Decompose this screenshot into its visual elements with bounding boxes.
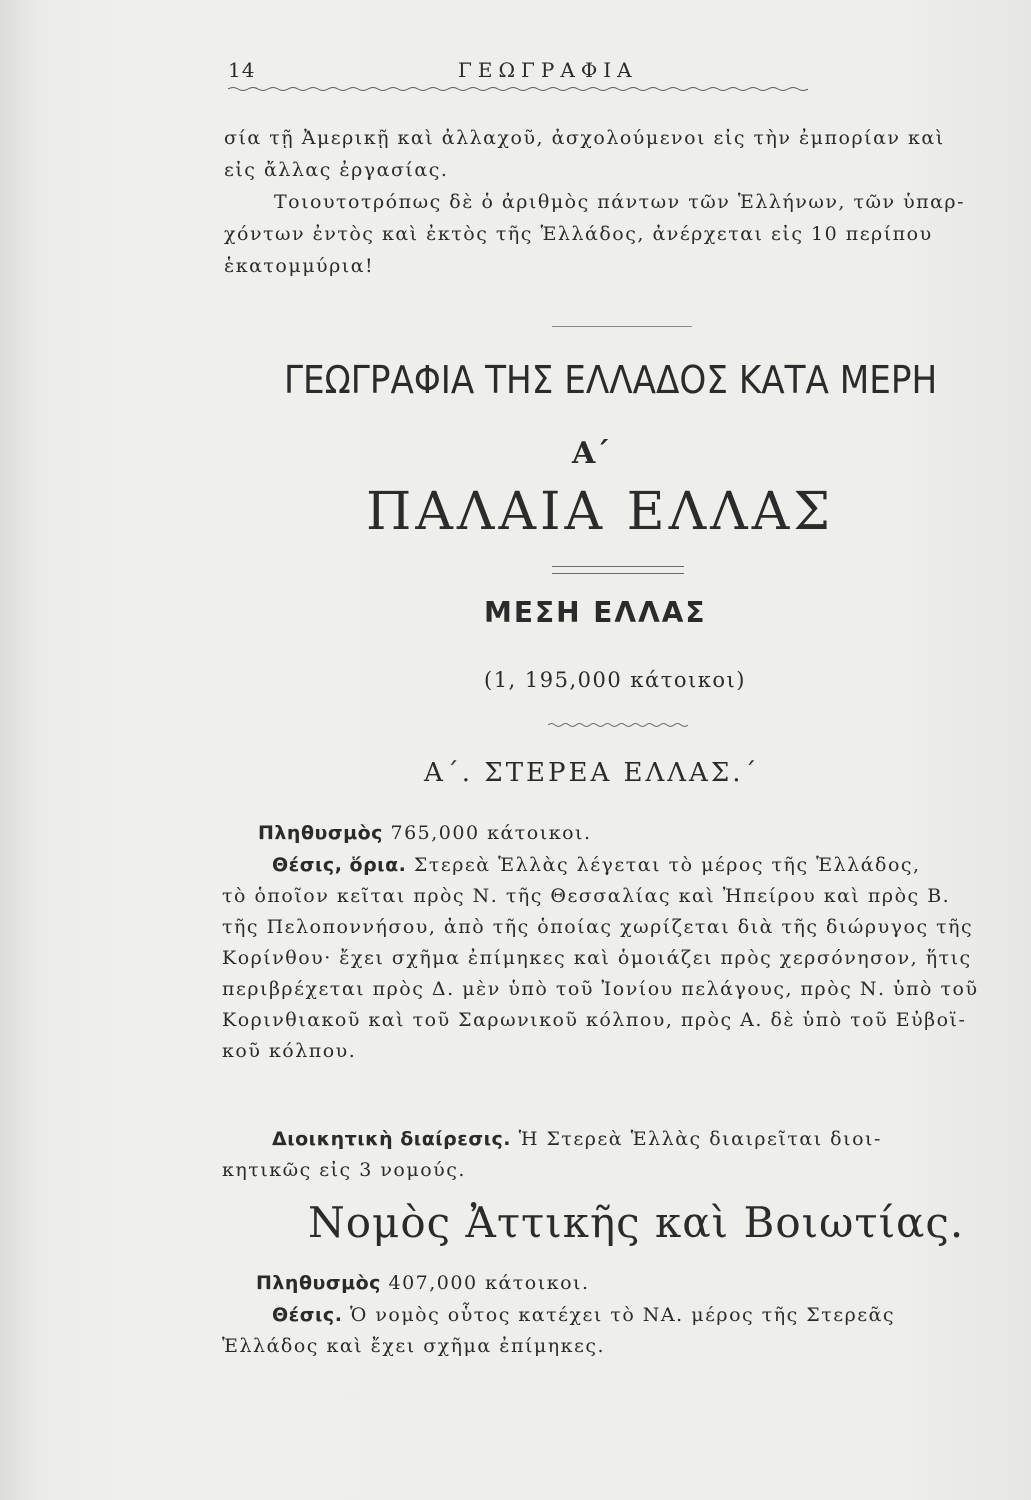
text-line: κοῦ κόλπου. <box>222 1040 357 1062</box>
section-divider <box>552 326 692 327</box>
text-line: χόντων ἐντὸς καὶ ἐκτὸς τῆς Ἑλλάδος, ἀνέρχεται εἰς 10 περίπου <box>224 223 933 245</box>
text-line: Τοιουτοτρόπως δὲ ὁ ἀριθμὸς πάντων τῶν Ἑλλήνων, τῶν ὑπαρ- <box>274 191 966 213</box>
intro-paragraph-1 <box>224 122 1016 186</box>
entry-text: 765,000 κάτοικοι. <box>390 822 592 844</box>
text-line: σία τῇ Ἀμερικῇ καὶ ἀλλαχοῦ, ἀσχολούμενοι εἰς τὴν ἐμπορίαν καὶ <box>224 127 945 149</box>
main-heading: ΓΕΩΓΡΑΦΙΑ ΤΗΣ ΕΛΛΑΔΟΣ ΚΑΤΑ ΜΕΡΗ <box>284 358 938 402</box>
entry-text: Ἡ Στερεὰ Ἑλλὰς διαιρεῖται διοι- <box>518 1128 882 1150</box>
header-wavy-rule <box>228 86 808 92</box>
entry-label: Θέσις. <box>272 1304 343 1326</box>
nomos-title: Νομὸς Ἀττικῆς καὶ Βοιωτίας. <box>308 1198 965 1247</box>
text-line: Κορίνθου· ἔχει σχῆμα ἐπίμηκες καὶ ὁμοιάζει πρὸς χερσόνησον, ἥτις <box>222 947 972 969</box>
text-line: Ἑλλάδος καὶ ἔχει σχῆμα ἐπίμηκες. <box>222 1335 606 1357</box>
wavy-divider <box>548 722 688 728</box>
text-line: τὸ ὁποῖον κεῖται πρὸς Ν. τῆς Θεσσαλίας καὶ Ἠπείρου καὶ πρὸς Β. <box>222 885 951 907</box>
intro-paragraph-2 <box>224 186 1016 282</box>
text-line <box>222 850 1018 881</box>
double-divider <box>552 566 684 574</box>
text-line <box>222 1124 1018 1155</box>
text-line: Κορινθιακοῦ καὶ τοῦ Σαρωνικοῦ κόλπου, πρὸς Α. δὲ ὑπὸ τοῦ Εὐβοϊ- <box>222 1009 967 1031</box>
admin-division-entry <box>222 1124 1018 1186</box>
entry-text: Ὁ νομὸς οὗτος κατέχει τὸ ΝΑ. μέρος τῆς Στερεᾶς <box>349 1304 896 1326</box>
page-header <box>228 58 808 88</box>
text-line: ἑκατομμύρια! <box>224 255 375 277</box>
text-line: τῆς Πελοποννήσου, ἀπὸ τῆς ὁποίας χωρίζεται διὰ τῆς διώρυγος τῆς <box>222 916 974 938</box>
text-line: περιβρέχεται πρὸς Δ. μὲν ὑπὸ τοῦ Ἰονίου πελάγους, πρὸς Ν. ὑπὸ τοῦ <box>222 978 979 1000</box>
text-line: εἰς ἄλλας ἐργασίας. <box>224 159 449 181</box>
population-entry <box>258 818 1031 849</box>
page-number: 14 <box>228 58 256 82</box>
entry-label: Πληθυσμὸς <box>256 1272 381 1294</box>
entry-label: Θέσις, ὅρια. <box>272 854 407 876</box>
nomos-positions-entry <box>222 1300 1018 1362</box>
section-population: (1, 195,000 κάτοικοι) <box>484 668 746 692</box>
entry-label: Πληθυσμὸς <box>258 822 383 844</box>
entry-text: 407,000 κάτοικοι. <box>388 1272 590 1294</box>
nomos-population-entry <box>256 1268 1031 1299</box>
subsection-title: Α΄. ΣΤΕΡΕΑ ΕΛΛΑΣ.΄ <box>424 758 760 788</box>
positions-entry <box>222 850 1018 1067</box>
entry-text: Στερεὰ Ἑλλὰς λέγεται τὸ μέρος τῆς Ἑλλάδος, <box>413 854 921 876</box>
section-title: ΜΕΣΗ ΕΛΛΑΣ <box>484 596 707 629</box>
text-line <box>222 1300 1018 1331</box>
part-title: ΠΑΛΑΙΑ ΕΛΛΑΣ <box>366 482 835 542</box>
part-letter: Α΄ <box>572 436 611 471</box>
text-line: κητικῶς εἰς 3 νομούς. <box>222 1159 466 1181</box>
running-title: ΓΕΩΓΡΑΦΙΑ <box>458 58 638 82</box>
entry-label: Διοικητικὴ διαίρεσις. <box>272 1128 512 1150</box>
